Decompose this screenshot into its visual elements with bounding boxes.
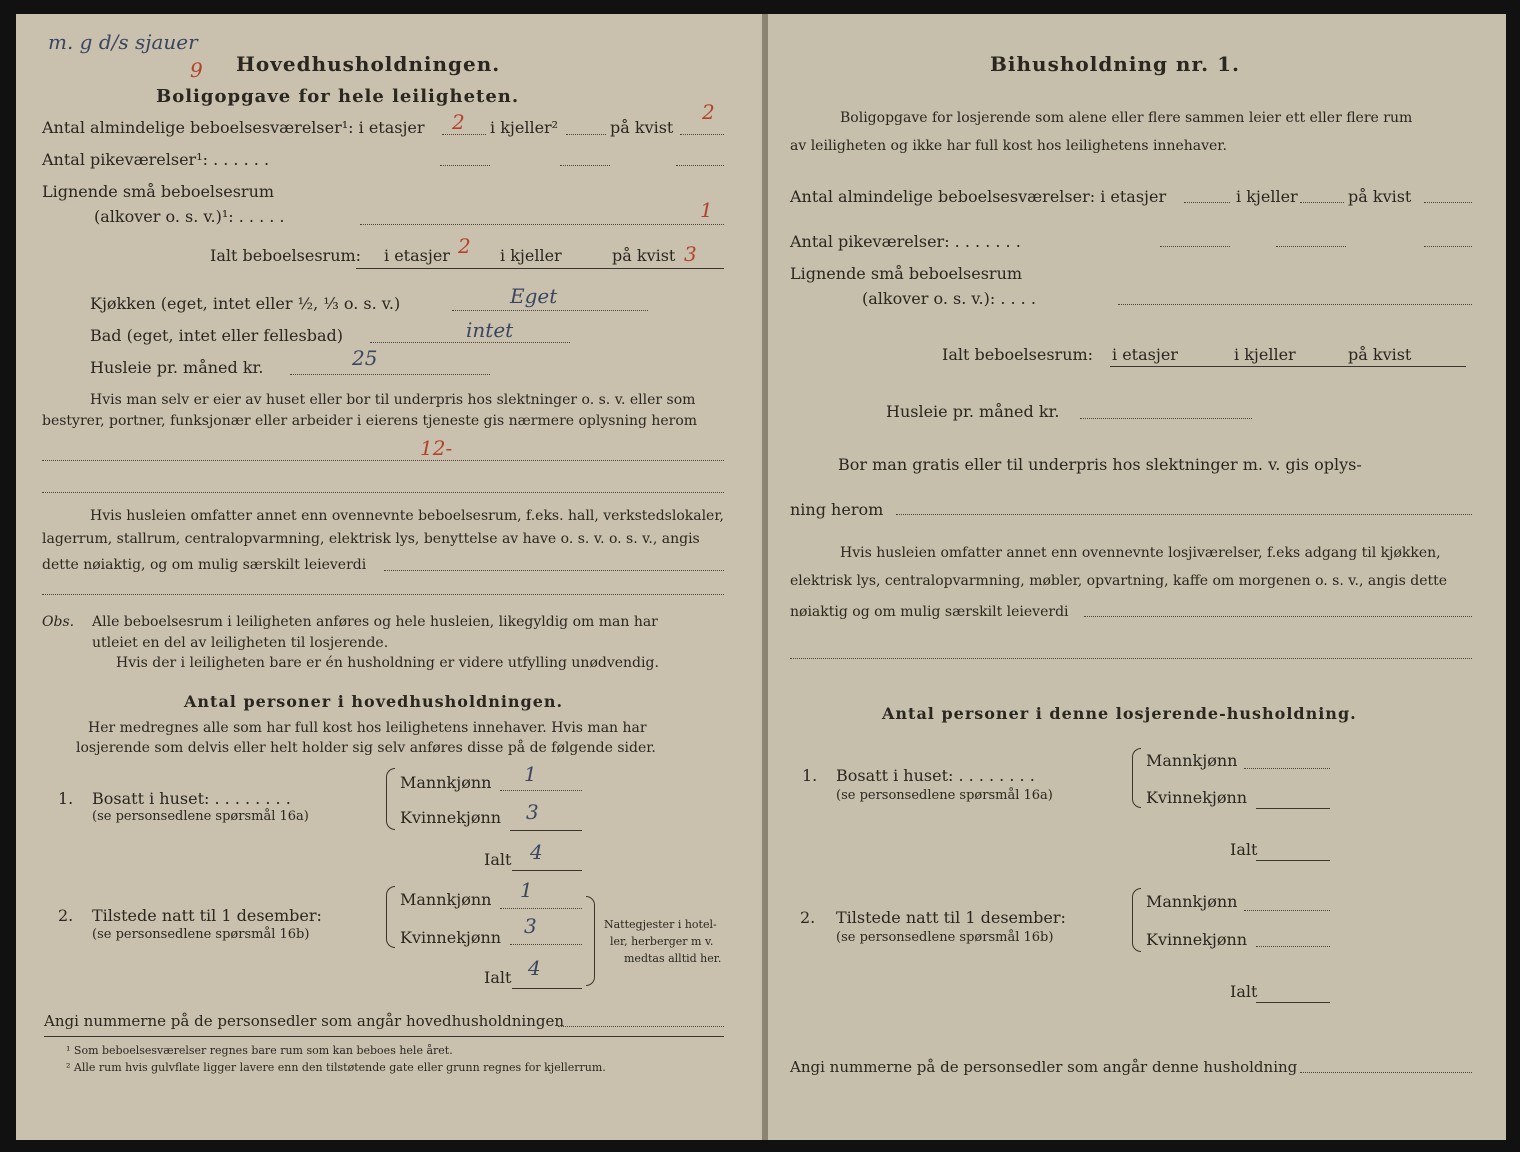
left-q1-brace (386, 768, 395, 830)
pike-etasjer-field[interactable] (440, 165, 490, 166)
omfatter-text-1: Hvis husleien omfatter annet enn ovennevnte beboelsesrum, f.eks. hall, verkstedslokaler, (90, 508, 724, 524)
eier-field-1[interactable] (42, 460, 724, 461)
handwritten-top-number: 9 (190, 58, 203, 82)
left-q2-num: 2. (58, 906, 74, 925)
bad-field[interactable] (370, 342, 570, 343)
left-angi-field[interactable] (558, 1026, 724, 1027)
right-intro-1: Boligopgave for losjerende som alene eller flere sammen leier ett eller flere rum (840, 110, 1413, 126)
right-intro-2: av leiligheten og ikke har full kost hos leilighetens innehaver. (790, 138, 1227, 154)
rooms-kvist-label: på kvist (610, 118, 674, 137)
right-omfatter-field[interactable] (1084, 616, 1472, 617)
ialt-etasjer-label: i etasjer (384, 246, 450, 265)
lignende-label-2: (alkover o. s. v.)¹: . . . . . (94, 207, 285, 226)
right-q2-ialt-field[interactable] (1256, 1002, 1330, 1003)
obs-text-1: Alle beboelsesrum i leiligheten anføres og hele husleien, likegyldig om man har (92, 614, 658, 630)
left-q1-mann-field[interactable] (500, 790, 582, 791)
right-gratis-2: ning herom (790, 500, 884, 519)
left-q1-kvinne-label: Kvinnekjønn (400, 808, 502, 827)
left-q2-label: Tilstede natt til 1 desember: (92, 906, 322, 925)
left-q2-kvinne-field[interactable] (510, 944, 582, 945)
left-angi-label: Angi nummerne på de personsedler som angår hovedhusholdningen (44, 1012, 564, 1030)
right-rooms-kvist-field[interactable] (1424, 202, 1472, 203)
rooms-kjeller-label: i kjeller² (490, 118, 559, 137)
left-q2-ialt-value: 4 (528, 956, 541, 980)
left-footnote-2: ² Alle rum hvis gulvflate ligger lavere enn den tilstøtende gate eller grunn regnes for kjellerrum. (66, 1061, 606, 1074)
nattegjester-text-2: ler, herberger m v. (610, 935, 714, 948)
left-q2-mann-field[interactable] (500, 908, 582, 909)
rooms-label: Antal almindelige beboelsesværelser¹: i etasjer (42, 118, 425, 137)
left-antal-text-2: losjerende som delvis eller helt holder sig selv anføres disse på de følgende sider. (76, 740, 656, 756)
left-antal-text-1: Her medregnes alle som har full kost hos leilighetens innehaver. Hvis man har (88, 720, 647, 736)
omfatter-text-3: dette nøiaktig, og om mulig særskilt leieverdi (42, 557, 367, 573)
right-omfatter-1: Hvis husleien omfatter annet enn ovennevnte losjiværelser, f.eks adgang til kjøkken, (840, 545, 1441, 561)
right-q2-label: Tilstede natt til 1 desember: (836, 908, 1066, 927)
right-q2-mann-field[interactable] (1244, 910, 1330, 911)
right-lignende-field[interactable] (1118, 304, 1472, 305)
ialt-rooms-label: Ialt beboelsesrum: (210, 246, 362, 265)
handwritten-top-note: m. g d/s sjauer (48, 30, 198, 54)
omfatter-text-2: lagerrum, stallrum, centralopvarmning, elektrisk lys, benyttelse av have o. s. v. o. s. v., angis (42, 531, 700, 547)
pike-kvist-field[interactable] (676, 165, 724, 166)
alkover-value: 1 (700, 198, 713, 222)
left-title: Hovedhusholdningen. (236, 52, 501, 76)
kjokken-field[interactable] (452, 310, 648, 311)
right-title: Bihusholdning nr. 1. (990, 52, 1240, 76)
page-fold (762, 14, 768, 1140)
left-q2-mann-value: 1 (520, 878, 533, 902)
right-pike-kjeller-field[interactable] (1276, 246, 1346, 247)
left-q2-brace (386, 886, 395, 948)
right-q1-num: 1. (802, 766, 818, 785)
right-q1-kvinne-label: Kvinnekjønn (1146, 788, 1248, 807)
left-q1-kvinne-value: 3 (526, 800, 539, 824)
eier-field-2[interactable] (42, 492, 724, 493)
right-q2-kvinne-field[interactable] (1256, 946, 1330, 947)
right-husleie-field[interactable] (1080, 418, 1252, 419)
left-q2-ialt-label: Ialt (484, 968, 512, 987)
left-q1-sub: (se personsedlene spørsmål 16a) (92, 809, 309, 824)
kjokken-label: Kjøkken (eget, intet eller ½, ⅓ o. s. v.) (90, 294, 401, 313)
right-ialt-rooms-rule (1110, 366, 1466, 367)
right-gratis-1: Bor man gratis eller til underpris hos slektninger m. v. gis oplys- (838, 455, 1362, 474)
husleie-label: Husleie pr. måned kr. (90, 358, 264, 377)
rooms-kvist-field[interactable] (680, 134, 724, 135)
right-q1-mann-field[interactable] (1244, 768, 1330, 769)
right-q1-sub: (se personsedlene spørsmål 16a) (836, 788, 1053, 803)
right-rooms-kvist-label: på kvist (1348, 187, 1412, 206)
lignende-field[interactable] (360, 224, 724, 225)
right-q2-kvinne-label: Kvinnekjønn (1146, 930, 1248, 949)
right-antal-title: Antal personer i denne losjerende-husholdning. (882, 704, 1357, 723)
ialt-rooms-rule (356, 268, 724, 269)
bad-label: Bad (eget, intet eller fellesbad) (90, 326, 343, 345)
lignende-label-1: Lignende små beboelsesrum (42, 182, 275, 201)
right-angi-label: Angi nummerne på de personsedler som angår denne husholdning (790, 1058, 1298, 1076)
right-husleie-label: Husleie pr. måned kr. (886, 402, 1060, 421)
bad-value: intet (466, 318, 514, 342)
right-pike-etasjer-field[interactable] (1160, 246, 1230, 247)
left-antal-title: Antal personer i hovedhusholdningen. (184, 692, 564, 711)
left-footnote-1: ¹ Som beboelsesværelser regnes bare rum som kan beboes hele året. (66, 1044, 453, 1057)
rooms-kvist-value: 2 (702, 100, 715, 124)
right-q2-mann-label: Mannkjønn (1146, 892, 1238, 911)
right-q1-kvinne-field[interactable] (1256, 808, 1330, 809)
right-q1-ialt-field[interactable] (1256, 860, 1330, 861)
right-q2-brace (1132, 888, 1141, 952)
eier-text-1: Hvis man selv er eier av huset eller bor til underpris hos slektninger o. s. v. eller som (90, 392, 696, 408)
pike-kjeller-field[interactable] (560, 165, 610, 166)
left-q1-num: 1. (58, 789, 74, 808)
right-ialt-rooms-label: Ialt beboelsesrum: (942, 345, 1094, 364)
right-rooms-kjeller-label: i kjeller (1236, 187, 1298, 206)
right-q1-ialt-label: Ialt (1230, 840, 1258, 859)
right-ialt-kjeller-label: i kjeller (1234, 345, 1296, 364)
left-q2-ialt-field[interactable] (512, 988, 582, 989)
husleie-field[interactable] (290, 374, 490, 375)
nattegjester-brace (586, 896, 595, 986)
right-ialt-kvist-label: på kvist (1348, 345, 1412, 364)
left-q1-kvinne-field[interactable] (510, 830, 582, 831)
omfatter-field[interactable] (384, 570, 724, 571)
nattegjester-text-1: Nattegjester i hotel- (604, 918, 717, 931)
right-lignende-2: (alkover o. s. v.): . . . . (862, 289, 1036, 308)
left-q2-kvinne-label: Kvinnekjønn (400, 928, 502, 947)
obs-label: Obs. (42, 614, 75, 630)
left-q1-label: Bosatt i huset: . . . . . . . . (92, 789, 291, 808)
left-q2-mann-label: Mannkjønn (400, 890, 492, 909)
obs-text-2: utleiet en del av leiligheten til losjerende. (92, 635, 389, 651)
ialt-kjeller-label: i kjeller (500, 246, 562, 265)
left-subtitle: Boligopgave for hele leiligheten. (156, 86, 520, 107)
eier-text-2: bestyrer, portner, funksjonær eller arbeider i eierens tjeneste gis nærmere oplysning herom (42, 413, 698, 429)
right-q1-label: Bosatt i huset: . . . . . . . . (836, 766, 1035, 785)
kjokken-value: Eget (510, 284, 558, 308)
right-pike-kvist-field[interactable] (1424, 246, 1472, 247)
rooms-etasjer-value: 2 (452, 110, 465, 134)
nattegjester-text-3: medtas alltid her. (624, 952, 722, 965)
right-rooms-label: Antal almindelige beboelsesværelser: i etasjer (790, 187, 1167, 206)
left-q1-ialt-value: 4 (530, 840, 543, 864)
left-footnote-rule (44, 1036, 724, 1037)
right-q2-sub: (se personsedlene spørsmål 16b) (836, 930, 1054, 945)
right-gratis-field[interactable] (896, 514, 1472, 515)
right-pike-label: Antal pikeværelser: . . . . . . . (790, 232, 1021, 251)
left-q1-mann-value: 1 (524, 762, 537, 786)
husleie-value: 25 (352, 346, 378, 370)
ialt-kvist-label: på kvist (612, 246, 676, 265)
right-omfatter-field-2[interactable] (790, 658, 1472, 659)
left-q1-ialt-field[interactable] (512, 870, 582, 871)
right-rooms-kjeller-field[interactable] (1300, 202, 1344, 203)
right-angi-field[interactable] (1300, 1072, 1472, 1073)
left-q1-ialt-label: Ialt (484, 850, 512, 869)
right-rooms-etasjer-field[interactable] (1184, 202, 1230, 203)
right-q2-ialt-label: Ialt (1230, 982, 1258, 1001)
ialt-etasjer-value: 2 (458, 234, 471, 258)
left-q2-sub: (se personsedlene spørsmål 16b) (92, 927, 310, 942)
right-lignende-1: Lignende små beboelsesrum (790, 264, 1023, 283)
right-omfatter-2: elektrisk lys, centralopvarmning, møbler, opvartning, kaffe om morgenen o. s. v., angis dette (790, 573, 1448, 589)
left-q1-mann-label: Mannkjønn (400, 773, 492, 792)
eier-value: 12- (420, 436, 453, 460)
ialt-kvist-value: 3 (684, 242, 697, 266)
right-omfatter-3: nøiaktig og om mulig særskilt leieverdi (790, 604, 1069, 620)
obs-text-3: Hvis der i leiligheten bare er én husholdning er videre utfylling unødvendig. (116, 655, 659, 671)
right-q1-brace (1132, 748, 1141, 808)
pike-label: Antal pikeværelser¹: . . . . . . (42, 150, 270, 169)
right-q1-mann-label: Mannkjønn (1146, 751, 1238, 770)
omfatter-field-2[interactable] (42, 594, 724, 595)
right-q2-num: 2. (800, 908, 816, 927)
rooms-etasjer-field[interactable] (442, 134, 486, 135)
right-ialt-etasjer-label: i etasjer (1112, 345, 1178, 364)
left-q2-kvinne-value: 3 (524, 914, 537, 938)
rooms-kjeller-field[interactable] (566, 134, 606, 135)
